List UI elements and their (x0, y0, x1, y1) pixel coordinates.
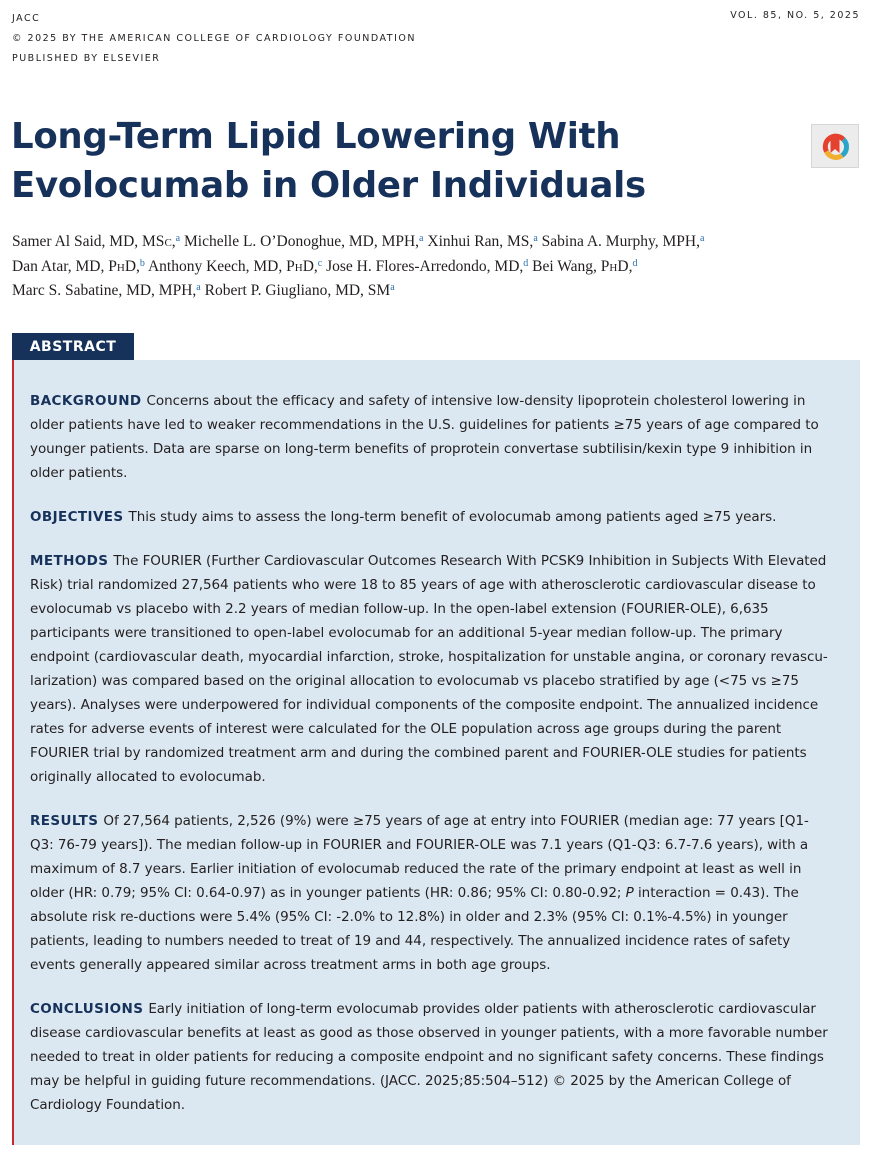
abstract-conclusions (30, 997, 832, 1117)
copyright-line: © 2025 BY THE AMERICAN COLLEGE OF CARDIOLOGY FOUNDATION (12, 33, 416, 44)
article-title (11, 112, 771, 210)
section-text: Of 27,564 patients, 2,526 (9%) were ≥75 years of age at entry into FOURIER (median age: 77 years [Q1-Q3: 76-79 years]). The median follow-up in FOURIER and FOURIER-OLE was 7.1 years (Q1-Q3: 6.7-7.6 years), with a maximum of 8.7 years. Earlier initiation of evolocumab reduced the rate of the primary endpoint at least as well in older (HR: 0.79; 95% CI: 0.64-0.97) as in younger patients (HR: 0.86; 95% CI: 0.80-0.92; (30, 813, 809, 901)
abstract-label: ABSTRACT (12, 333, 134, 361)
author: Michelle L. O’Donoghue, MD, MPH, (183, 233, 420, 250)
abstract-panel (14, 360, 860, 1145)
title-line-1: Long-Term Lipid Lowering With (11, 116, 621, 157)
affiliation-marker[interactable]: a (196, 282, 201, 293)
section-text: Early initiation of long-term evolocumab provides older patients with atherosclerotic cardiovascular disease cardiovascular benefits at least as good as those observed in younger patients, with a more favorable number needed to treat in older patients for reducing a composite endpoint and no significant safety concerns. These findings may be helpful in guiding future recommendations. (JACC. 2025;85:504–512) © 2025 by the American College of Cardiology Foundation. (30, 1001, 828, 1113)
affiliation-marker[interactable]: a (175, 233, 181, 244)
journal-header (12, 9, 416, 69)
affiliation-marker[interactable]: a (699, 233, 705, 244)
section-heading: CONCLUSIONS (30, 1001, 144, 1017)
section-text: This study aims to assess the long-term benefit of evolocumab among patients aged ≥75 years. (128, 509, 777, 525)
affiliation-marker[interactable]: d (632, 257, 638, 269)
affiliation-marker[interactable]: b (139, 257, 145, 269)
author: Sabina A. Murphy, MPH, (541, 233, 700, 250)
author: Dan Atar, MD, PhD, (12, 257, 140, 275)
section-heading: RESULTS (30, 813, 99, 829)
author-list (12, 230, 862, 304)
crossmark-icon[interactable] (811, 124, 859, 168)
author: Bei Wang, PhD, (532, 257, 633, 275)
author: Anthony Keech, MD, PhD, (147, 257, 318, 275)
abstract-objectives (30, 505, 832, 529)
affiliation-marker[interactable]: a (390, 282, 395, 293)
affiliation-marker[interactable]: a (419, 233, 424, 244)
author: Robert P. Giugliano, MD, SM (204, 282, 391, 299)
section-heading: BACKGROUND (30, 393, 142, 409)
author: Marc S. Sabatine, MD, MPH, (12, 282, 197, 299)
abstract-methods (30, 549, 832, 789)
abstract-background (30, 389, 832, 485)
crossmark-icon-graphic (812, 125, 858, 167)
section-text: Concerns about the efficacy and safety of intensive low-density lipoprotein cholesterol lowering in older patients have led to weaker recommendations in the U.S. guidelines for patients ≥75 years of age compared to younger patients. Data are sparse on long-term benefits of proprotein convertase subtilisin/kexin type 9 inhibition in older patients. (30, 393, 819, 481)
affiliation-marker[interactable]: a (533, 233, 538, 244)
author: Jose H. Flores-Arredondo, MD, (326, 257, 524, 275)
affiliation-marker[interactable]: c (317, 257, 323, 269)
affiliation-marker[interactable]: d (523, 257, 529, 269)
section-text: interaction = 0.43). The absolute risk re-ductions were 5.4% (95% CI: -2.0% to 12.8%) in older and 2.3% (95% CI: 0.1%-4.5%) in younger patients, leading to numbers needed to treat of 19 and 44, respectively. The annualized incidence rates of safety events generally appeared similar across treatment arms in both age groups. (30, 885, 799, 973)
journal-name: JACC (12, 13, 41, 24)
title-line-2: Evolocumab in Older Individuals (11, 165, 646, 206)
publisher-line: PUBLISHED BY ELSEVIER (12, 53, 161, 64)
author: Samer Al Said, MD, MSc, (12, 233, 176, 250)
volume-info: VOL. 85, NO. 5, 2025 (730, 10, 860, 21)
author: Xinhui Ran, MS, (427, 233, 534, 250)
section-heading: OBJECTIVES (30, 509, 124, 525)
abstract-results (30, 809, 832, 977)
section-text: The FOURIER (Further Cardiovascular Outcomes Research With PCSK9 Inhibition in Subjects With Elevated Risk) trial randomized 27,564 patients who were 18 to 85 years of age with atherosclerotic cardiovascular disease to evolocumab vs placebo with 2.2 years of median follow-up. In the open-label extension (FOURIER-OLE), 6,635 participants were transitioned to open-label evolocumab for an additional 5-year median follow-up. The primary endpoint (cardiovascular death, myocardial infarction, stroke, hospitalization for unstable angina, or coronary revascu-larization) was compared based on the original allocation to evolocumab vs placebo stratified by age (<75 vs ≥75 years). Analyses were underpowered for individual components of the composite endpoint. The annualized incidence rates for adverse events of interest were calculated for the OLE population across age groups during the parent FOURIER trial by randomized treatment arm and during the combined parent and FOURIER-OLE studies for patients originally allocated to evolocumab. (30, 553, 828, 785)
p-value-symbol: P (625, 885, 634, 901)
section-heading: METHODS (30, 553, 109, 569)
